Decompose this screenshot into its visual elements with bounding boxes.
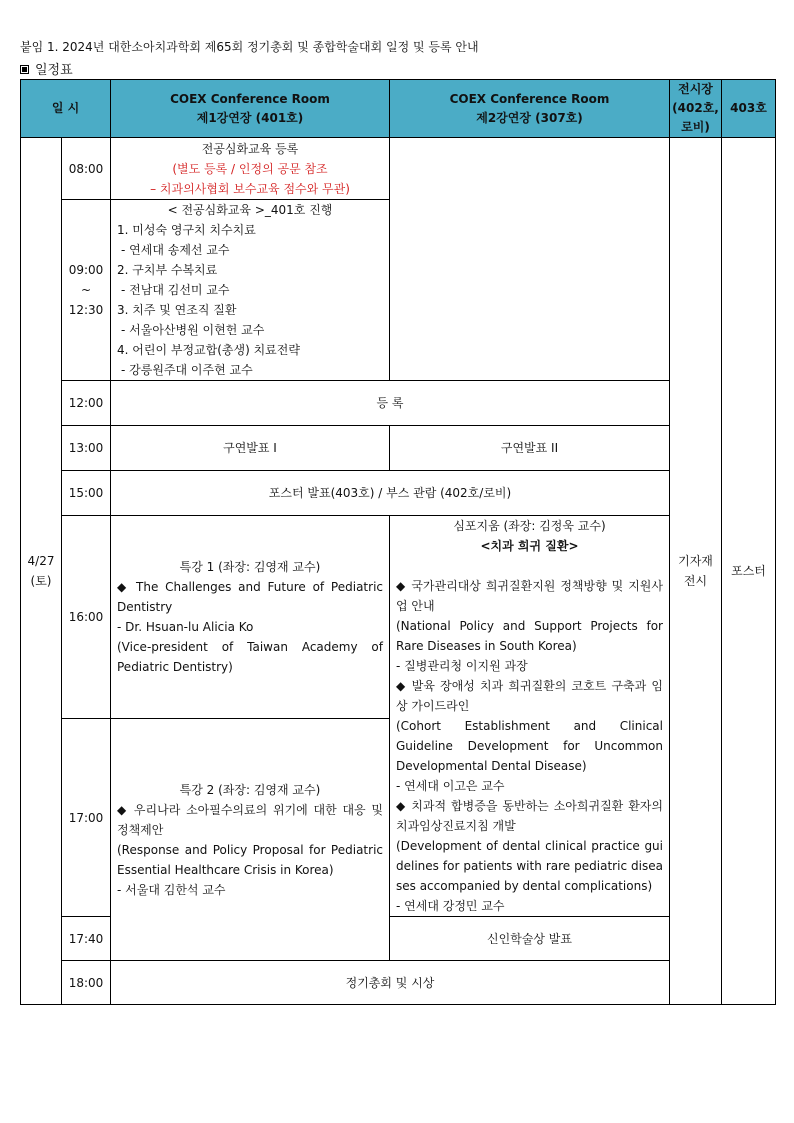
time-1740: 17:40 [62,917,111,961]
oral-presentation-1: 구연발표 I [111,426,390,471]
exhibit-cell: 기자재 전시 [670,138,722,1005]
poster-cell: 포스터 [722,138,776,1005]
table-row [21,471,776,516]
time-0900-1230: 09:00 ~ 12:30 [62,200,111,381]
header-room1: COEX Conference Room 제1강연장 (401호) [111,80,390,138]
oral-presentation-2: 구연발표 II [390,426,670,471]
room2-empty-morning [390,138,670,381]
table-row [21,426,776,471]
symposium: 심포지움 (좌장: 김정욱 교수) <치과 희귀 질환> ◆ 국가관리대상 희귀질환지원 정책방향 및 지원사업 안내 (National Policy and Support Projects for Rare Diseases in South Korea) - 질병관리청 이지원 과장 ◆ 발육 장애성 치과 희귀질환의 코호트 구축과 임상 가이드라인 (Cohort Establishment and Clinical Guideline Development for Uncommon Developmental Dental Disease) - 연세대 이고은 교수 ◆ 치과적 합병증을 동반하는 소아희귀질환 환자의 치과임상진료지침 개발 (Development of dental clinical practice guidelines for patients with rare pediatric diseases accompanied by dental complications) - 연세대 강정민 교수 [390,516,670,917]
special-lecture-1: 특강 1 (좌장: 김영재 교수) ◆ The Challenges and Future of Pediatric Dentistry - Dr. Hsuan-lu Alicia Ko (Vice-president of Taiwan Academy of Pediatric Dentistry) [111,516,390,719]
special-lecture-2: 특강 2 (좌장: 김영재 교수) ◆ 우리나라 소아필수의료의 위기에 대한 대응 및 정책제안 (Response and Policy Proposal for Pediatric Essential Healthcare Crisis in Korea) - 서울대 김한석 교수 [111,719,390,961]
time-1600: 16:00 [62,516,111,719]
table-row [21,138,776,200]
header-exhibit: 전시장 (402호, 로비) [670,80,722,138]
header-room2: COEX Conference Room 제2강연장 (307호) [390,80,670,138]
time-1500: 15:00 [62,471,111,516]
header-date: 일 시 [21,80,111,138]
general-meeting: 정기총회 및 시상 [111,961,670,1005]
advanced-education: < 전공심화교육 >_401호 진행 1. 미성숙 영구치 치수치료 - 연세대 송제선 교수 2. 구치부 수복치료 - 전남대 김선미 교수 3. 치주 및 연조직 질환 - 서울아산병원 이현헌 교수 4. 어린이 부정교합(총생) 치료전략 - 강릉원주대 이주현 교수 [111,200,390,381]
time-0800: 08:00 [62,138,111,200]
table-header-row [21,80,776,138]
time-1200: 12:00 [62,381,111,426]
table-row [21,516,776,719]
section-title-text: 일정표 [35,63,73,78]
date-cell: 4/27 (토) [21,138,62,1005]
page-title: 붙임 1. 2024년 대한소아치과학회 제65회 정기총회 및 종합학술대회 일정 및 등록 안내 [20,40,479,54]
registration-0800: 전공심화교육 등록 (별도 등록 / 인정의 공문 참조 – 치과의사협회 보수교육 점수와 무관) [111,138,390,200]
time-1700: 17:00 [62,719,111,917]
square-bullet-icon [20,65,29,74]
table-row [21,381,776,426]
time-1800: 18:00 [62,961,111,1005]
time-1300: 13:00 [62,426,111,471]
table-row [21,961,776,1005]
poster-booth: 포스터 발표(403호) / 부스 관람 (402호/로비) [111,471,670,516]
header-room403: 403호 [722,80,776,138]
section-title [20,59,73,78]
registration-1200: 등 록 [111,381,670,426]
award-presentation: 신인학술상 발표 [390,917,670,961]
schedule-table [20,79,776,1005]
